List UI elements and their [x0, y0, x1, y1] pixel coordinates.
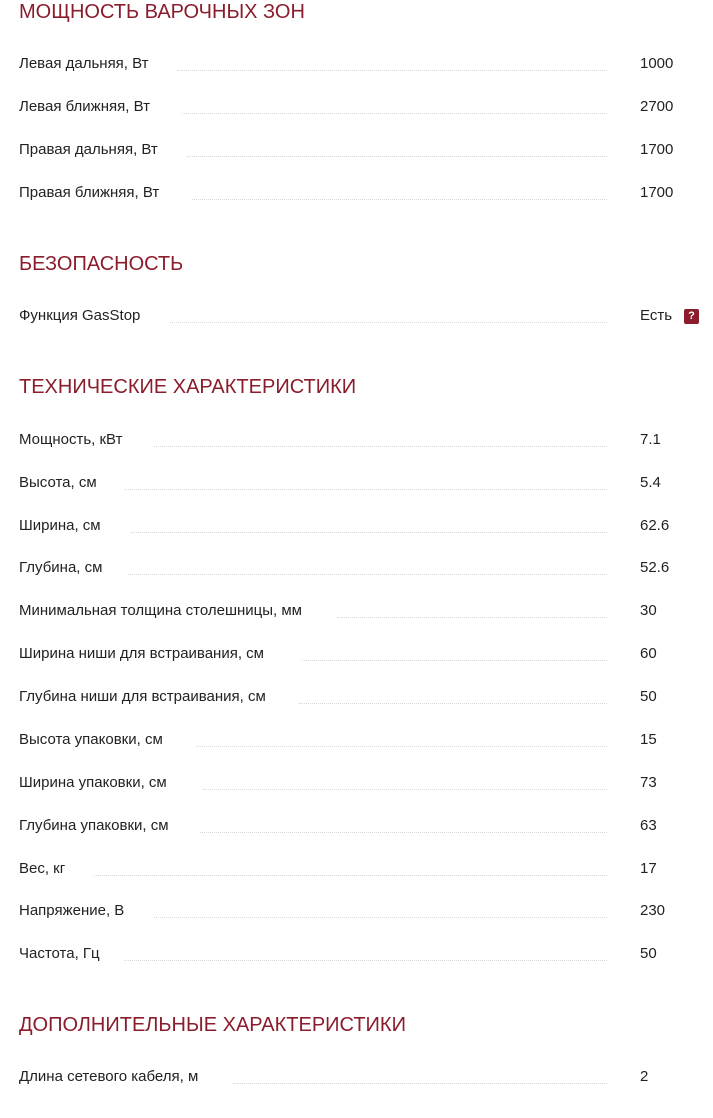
spec-row — [19, 772, 709, 796]
spec-value: 5.4 — [640, 474, 661, 491]
leader-dots — [170, 322, 607, 323]
section-title: БЕЗОПАСНОСТЬ — [19, 253, 184, 275]
spec-label: Ширина ниши для встраивания, см — [19, 643, 264, 665]
leader-dots — [337, 617, 607, 618]
spec-label: Частота, Гц — [19, 943, 100, 965]
spec-value: 17 — [640, 860, 657, 877]
spec-row — [19, 686, 709, 710]
question-icon[interactable]: ? — [684, 309, 699, 324]
leader-dots — [200, 832, 607, 833]
spec-label: Напряжение, В — [19, 900, 124, 922]
spec-value: 62.6 — [640, 517, 670, 534]
leader-dots — [124, 960, 607, 961]
leader-dots — [187, 156, 607, 157]
spec-value: 7.1 — [640, 431, 661, 448]
spec-row — [19, 729, 709, 753]
spec-row — [19, 943, 709, 967]
leader-dots — [302, 660, 607, 661]
spec-row — [19, 515, 709, 539]
spec-row — [19, 600, 709, 624]
leader-dots — [182, 113, 607, 114]
spec-row — [19, 643, 709, 667]
spec-row — [19, 557, 709, 581]
spec-value: 50 — [640, 688, 657, 705]
spec-label: Левая ближняя, Вт — [19, 96, 150, 118]
spec-label: Ширина, см — [19, 515, 101, 537]
leader-dots — [128, 574, 607, 575]
spec-value: 50 — [640, 945, 657, 962]
spec-row — [19, 139, 709, 163]
spec-row — [19, 429, 709, 453]
spec-row — [19, 182, 709, 206]
spec-label: Глубина ниши для встраивания, см — [19, 686, 266, 708]
leader-dots — [94, 875, 607, 876]
spec-label: Высота, см — [19, 472, 97, 494]
spec-value: 2 — [640, 1068, 649, 1085]
spec-row — [19, 858, 709, 882]
leader-dots — [177, 70, 607, 71]
spec-label: Глубина, см — [19, 557, 102, 579]
spec-label: Длина сетевого кабеля, м — [19, 1066, 198, 1088]
spec-label: Минимальная толщина столешницы, мм — [19, 600, 302, 622]
spec-value: 63 — [640, 817, 657, 834]
spec-row — [19, 1066, 709, 1090]
spec-row — [19, 472, 709, 496]
section-title: МОЩНОСТЬ ВАРОЧНЫХ ЗОН — [19, 1, 305, 23]
leader-dots — [124, 489, 607, 490]
spec-value: 52.6 — [640, 559, 670, 576]
leader-dots — [196, 746, 607, 747]
spec-value: 30 — [640, 602, 657, 619]
leader-dots — [154, 917, 607, 918]
spec-value: 73 — [640, 774, 657, 791]
spec-row — [19, 900, 709, 924]
spec-label: Мощность, кВт — [19, 429, 122, 451]
leader-dots — [299, 703, 607, 704]
spec-value: 60 — [640, 645, 657, 662]
spec-value: 230 — [640, 902, 666, 919]
leader-dots — [192, 199, 607, 200]
spec-label: Высота упаковки, см — [19, 729, 163, 751]
spec-value: 2700 — [640, 98, 674, 115]
section-title: ДОПОЛНИТЕЛЬНЫЕ ХАРАКТЕРИСТИКИ — [19, 1014, 406, 1036]
spec-label: Правая дальняя, Вт — [19, 139, 158, 161]
leader-dots — [203, 789, 607, 790]
spec-value: 1700 — [640, 184, 674, 201]
spec-value: 1000 — [640, 55, 674, 72]
spec-label: Вес, кг — [19, 858, 65, 880]
leader-dots — [233, 1083, 607, 1084]
spec-value: Есть — [640, 307, 673, 324]
spec-label: Ширина упаковки, см — [19, 772, 167, 794]
spec-row — [19, 305, 709, 329]
spec-label: Левая дальняя, Вт — [19, 53, 149, 75]
spec-label: Правая ближняя, Вт — [19, 182, 159, 204]
section-title: ТЕХНИЧЕСКИЕ ХАРАКТЕРИСТИКИ — [19, 376, 357, 398]
leader-dots — [131, 532, 607, 533]
spec-row — [19, 815, 709, 839]
spec-label: Функция GasStop — [19, 305, 140, 327]
spec-label: Глубина упаковки, см — [19, 815, 169, 837]
spec-value: 15 — [640, 731, 657, 748]
leader-dots — [154, 446, 607, 447]
spec-value: 1700 — [640, 141, 674, 158]
spec-row — [19, 96, 709, 120]
spec-row — [19, 53, 709, 77]
